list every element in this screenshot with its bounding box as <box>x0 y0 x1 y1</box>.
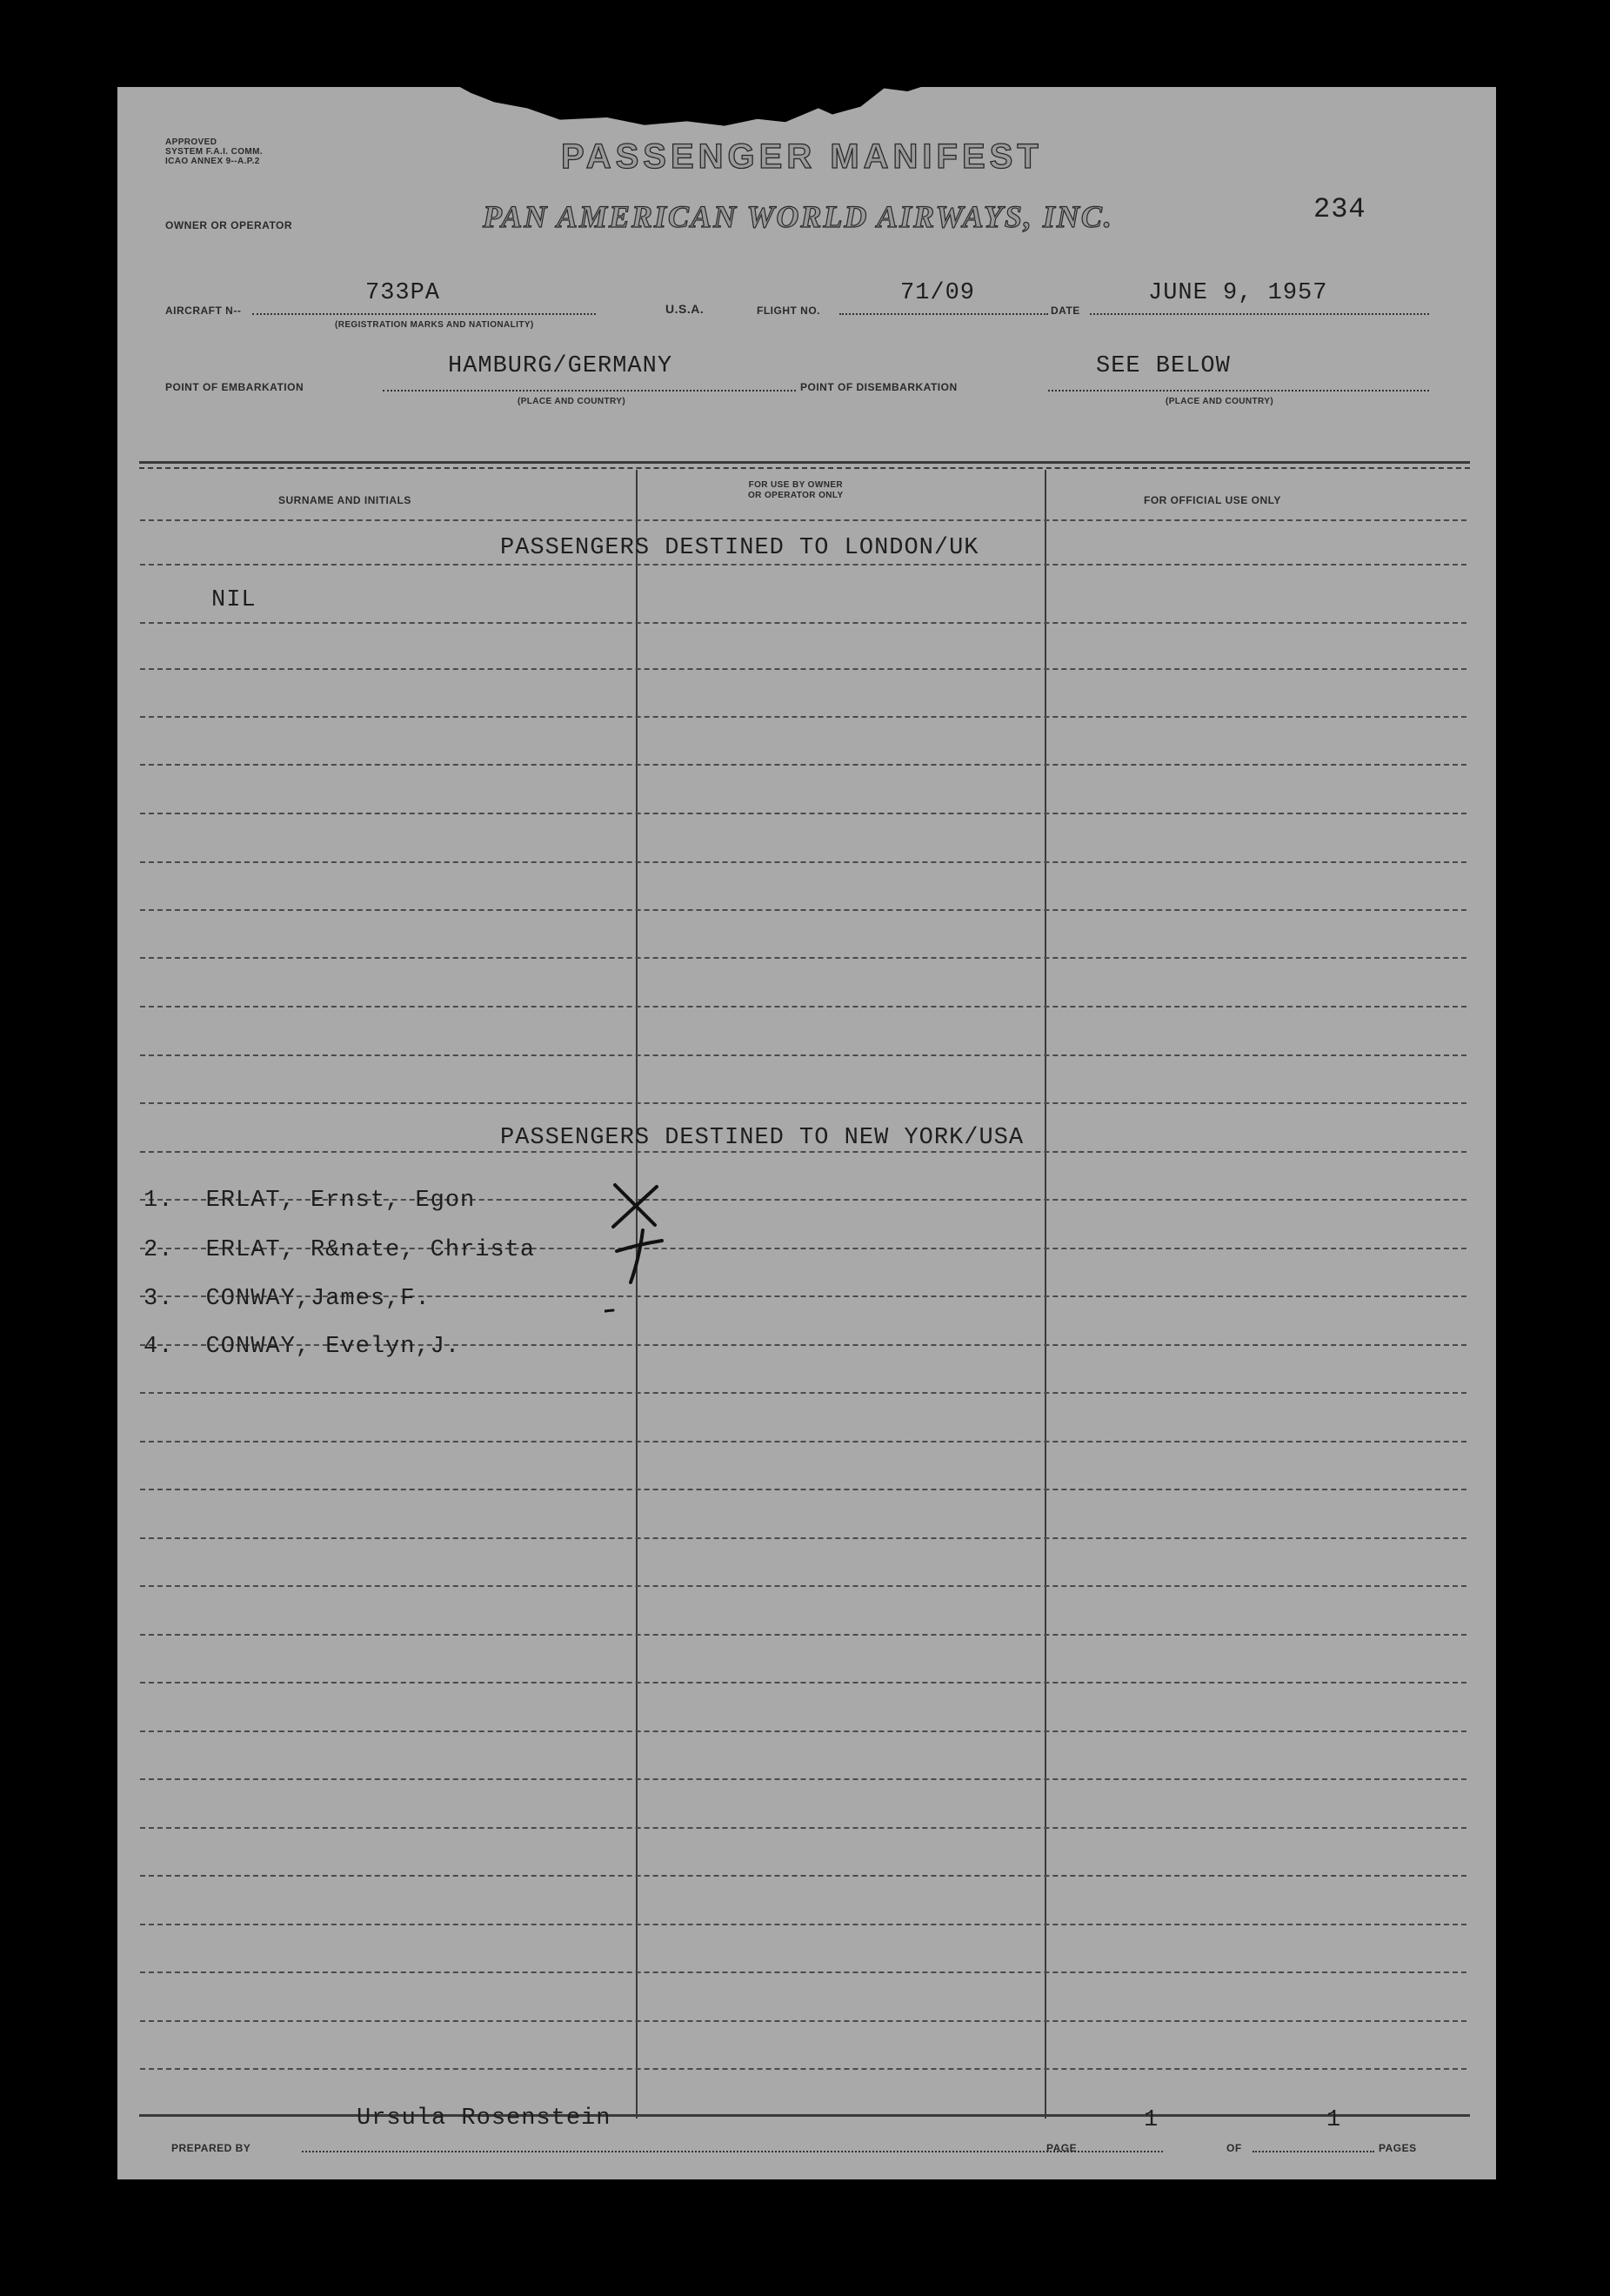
page-label: PAGE <box>1046 2142 1078 2154</box>
disembarkation-value: SEE BELOW <box>1096 353 1231 379</box>
handwritten-marks <box>605 1175 674 1383</box>
col-header-surname: SURNAME AND INITIALS <box>278 494 411 506</box>
flight-value: 71/09 <box>900 280 976 306</box>
date-value: JUNE 9, 1957 <box>1148 280 1328 306</box>
of-label: OF <box>1226 2142 1242 2154</box>
usa-label: U.S.A. <box>665 302 705 316</box>
approval-block <box>165 137 263 166</box>
nil-entry: NIL <box>211 587 257 613</box>
page-value: 1 <box>1144 2107 1159 2133</box>
passenger-name: ERLAT, Ernst, Egon <box>205 1188 476 1214</box>
prepared-by-value: Ursula Rosenstein <box>357 2105 611 2132</box>
disembarkation-note: (PLACE AND COUNTRY) <box>1166 397 1274 406</box>
col-header-official: FOR OFFICIAL USE ONLY <box>1144 494 1281 506</box>
registration-note: (REGISTRATION MARKS AND NATIONALITY) <box>335 320 534 330</box>
table-top-rule <box>139 461 1470 464</box>
passenger-row <box>144 1334 460 1360</box>
passenger-row <box>144 1188 475 1214</box>
approval-line: APPROVED <box>165 137 217 147</box>
of-value: 1 <box>1326 2107 1342 2133</box>
section-heading-london: PASSENGERS DESTINED TO LONDON/UK <box>500 535 979 561</box>
disembarkation-label: POINT OF DISEMBARKATION <box>800 381 958 393</box>
date-label: DATE <box>1051 305 1080 317</box>
passenger-name: CONWAY,James,F. <box>205 1286 431 1312</box>
pages-label: PAGES <box>1379 2142 1417 2154</box>
manifest-sheet <box>117 87 1496 2179</box>
passenger-number: 1. <box>144 1188 174 1214</box>
prepared-by-label: PREPARED BY <box>171 2142 251 2154</box>
form-title: PASSENGER MANIFEST <box>561 137 1043 176</box>
approval-line: SYSTEM F.A.I. COMM. <box>165 147 264 157</box>
embarkation-label: POINT OF EMBARKATION <box>165 381 304 393</box>
flight-label: FLIGHT NO. <box>757 305 820 317</box>
passenger-row <box>144 1286 431 1312</box>
aircraft-value: 733PA <box>365 280 441 306</box>
passenger-number: 4. <box>144 1334 174 1360</box>
passenger-name: CONWAY, Evelyn,J. <box>205 1334 461 1360</box>
owner-value: PAN AMERICAN WORLD AIRWAYS, INC. <box>483 199 1113 234</box>
aircraft-label: AIRCRAFT N-- <box>165 305 242 317</box>
embarkation-note: (PLACE AND COUNTRY) <box>518 397 626 406</box>
table-bottom-rule <box>139 2114 1470 2117</box>
passenger-number: 2. <box>144 1237 174 1263</box>
passenger-row <box>144 1237 535 1263</box>
page-number: 234 <box>1313 193 1366 225</box>
col-header-operator: FOR USE BY OWNER OR OPERATOR ONLY <box>748 480 844 500</box>
passenger-number: 3. <box>144 1286 174 1312</box>
embarkation-value: HAMBURG/GERMANY <box>448 353 673 379</box>
passenger-name: ERLAT, R&nate, Christa <box>205 1237 536 1263</box>
section-heading-newyork: PASSENGERS DESTINED TO NEW YORK/USA <box>500 1125 1025 1151</box>
owner-label: OWNER OR OPERATOR <box>165 219 293 231</box>
approval-line: ICAO ANNEX 9--A.P.2 <box>165 157 260 166</box>
